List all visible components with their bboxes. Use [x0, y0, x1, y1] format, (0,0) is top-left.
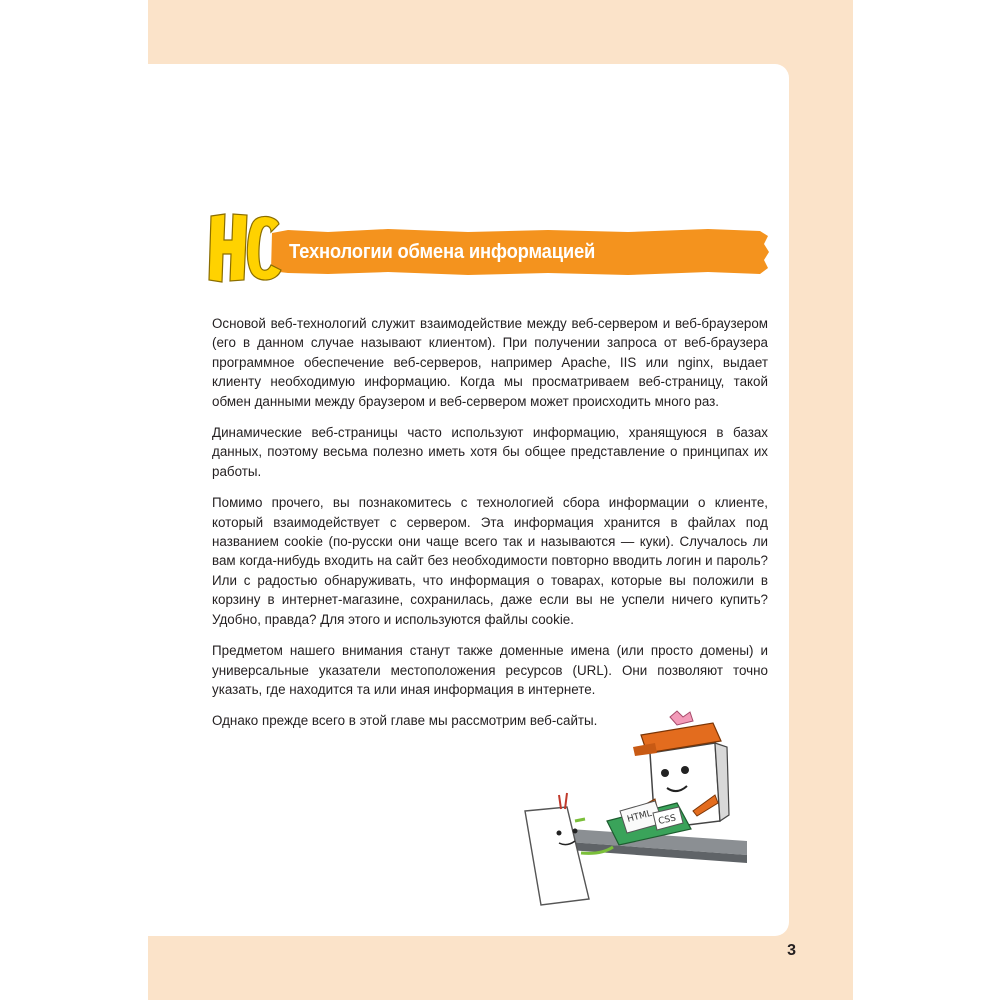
computer-character-illustration	[515, 703, 747, 908]
paper-character	[525, 807, 589, 905]
body-text	[212, 314, 768, 743]
sign-css: CSS	[657, 813, 677, 827]
paragraph: Однако прежде всего в этой главе мы рассмотрим веб-сайты.	[212, 713, 598, 729]
paragraph: Динамические веб-страницы часто используют информацию, хранящуюся в базах данных, поэтому весьма полезно иметь хотя бы общее представление о принципах их работы.	[212, 425, 768, 479]
paragraph: Основой веб-технологий служит взаимодействие между веб-сервером и веб-браузером (его в данном случае называют клиентом). При получении запроса от веб-браузера программное обеспечение веб-серверов, например Apache, IIS или nginx, выдает клиенту необходимую информацию. Когда мы просматриваем веб-страницу, такой обмен данными между браузером и веб-сервером может происходить много раз.	[212, 316, 768, 409]
section-title: Технологии обмена информацией	[289, 241, 596, 263]
paragraph: Предметом нашего внимания станут также доменные имена (или просто домены) и универсальные указатели местоположения ресурсов (URL). Они позволяют точно указать, где находится та или иная информация в интернете.	[212, 643, 768, 697]
page-number: 3	[787, 942, 796, 959]
hc-logo	[205, 210, 285, 286]
sign-html: HTML	[626, 808, 653, 825]
paragraph: Помимо прочего, вы познакомитесь с технологией сбора информации о клиенте, который взаимодействует с сервером. Эта информация хранится в файлах под названием cookie (по-русски они чаще всего так и называются — куки). Случалось ли вам когда-нибудь входить на сайт без необходимости повторно вводить логин и пароль? Или с радостью обнаруживать, что информация о товарах, которые вы положили в корзину в интернет-магазине, сохранилась, даже если вы не успели ничего купить? Удобно, правда? Для этого и используются файлы cookie.	[212, 495, 768, 627]
